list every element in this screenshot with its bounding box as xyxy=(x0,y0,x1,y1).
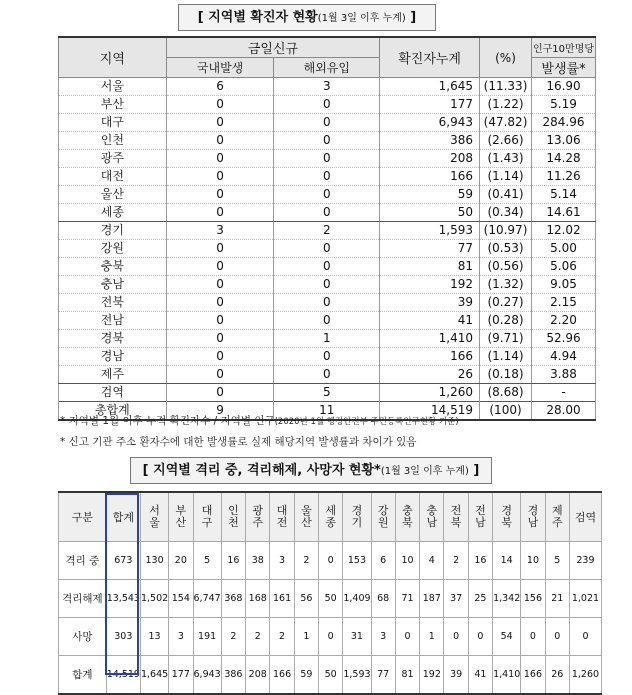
cumulative-cell: 81 xyxy=(380,258,480,276)
region-value-cell: 6,943 xyxy=(193,656,221,695)
region-cell: 충남 xyxy=(59,276,167,294)
header-quarantine: 검역 xyxy=(569,492,601,542)
region-value-cell: 166 xyxy=(270,656,294,695)
region-value-cell: 0 xyxy=(319,542,343,580)
cumulative-cell: 6,943 xyxy=(380,114,480,132)
region-value-cell: 386 xyxy=(221,656,245,695)
cumulative-cell: 1,645 xyxy=(380,78,480,96)
table1-title-main: [ 지역별 확진자 현황 xyxy=(197,10,318,25)
overseas-cell: 11 xyxy=(274,402,380,421)
header-cumulative: 확진자누계 xyxy=(380,37,480,78)
table-row xyxy=(59,204,596,222)
header-region xyxy=(521,492,545,542)
cumulative-cell: 1,260 xyxy=(380,384,480,402)
region-cell: 검역 xyxy=(59,384,167,402)
region-value-cell: 10 xyxy=(395,542,419,580)
total-cell: 303 xyxy=(106,618,140,656)
row-label: 격리해제 xyxy=(59,580,107,618)
region-value-cell: 3 xyxy=(270,542,294,580)
region-value-cell: 56 xyxy=(294,580,318,618)
table2-title-sub: (1월 3일 이후 누계) xyxy=(380,466,469,477)
domestic-cell: 0 xyxy=(166,114,274,132)
region-name: 대전 xyxy=(276,504,288,529)
cumulative-cell: 177 xyxy=(380,96,480,114)
region-value-cell: 208 xyxy=(246,656,270,695)
percent-cell: (11.33) xyxy=(480,78,532,96)
domestic-cell: 0 xyxy=(166,330,274,348)
table-row xyxy=(59,312,596,330)
region-value-cell: 2 xyxy=(444,542,468,580)
rate-cell: 13.06 xyxy=(532,132,596,150)
region-cell: 부산 xyxy=(59,96,167,114)
region-value-cell: 0 xyxy=(319,618,343,656)
domestic-cell: 0 xyxy=(166,186,274,204)
overseas-cell: 0 xyxy=(274,114,380,132)
header-region xyxy=(420,492,444,542)
overseas-cell: 0 xyxy=(274,276,380,294)
region-value-cell: 0 xyxy=(395,618,419,656)
region-value-cell: 1,645 xyxy=(140,656,168,695)
region-cell: 인천 xyxy=(59,132,167,150)
rate-cell: 28.00 xyxy=(532,402,596,421)
region-value-cell: 16 xyxy=(468,542,492,580)
overseas-cell: 0 xyxy=(274,150,380,168)
region-value-cell: 2 xyxy=(221,618,245,656)
region-value-cell: 368 xyxy=(221,580,245,618)
header-region xyxy=(270,492,294,542)
total-cell: 673 xyxy=(106,542,140,580)
table-row xyxy=(59,240,596,258)
region-cell: 울산 xyxy=(59,186,167,204)
region-cell: 세종 xyxy=(59,204,167,222)
rate-cell: 2.15 xyxy=(532,294,596,312)
region-cell: 총합계 xyxy=(59,402,167,421)
domestic-cell: 0 xyxy=(166,168,274,186)
region-value-cell: 50 xyxy=(319,580,343,618)
domestic-cell: 0 xyxy=(166,366,274,384)
region-value-cell: 37 xyxy=(444,580,468,618)
region-value-cell: 68 xyxy=(371,580,395,618)
header-region xyxy=(444,492,468,542)
table-row xyxy=(59,384,596,402)
cumulative-cell: 166 xyxy=(380,348,480,366)
header-domestic: 국내발생 xyxy=(166,58,274,78)
row-label: 사망 xyxy=(59,618,107,656)
header-region xyxy=(140,492,168,542)
overseas-cell: 1 xyxy=(274,330,380,348)
isolation-status-table xyxy=(58,491,602,695)
confirmed-cases-table xyxy=(58,36,596,421)
domestic-cell: 0 xyxy=(166,240,274,258)
header-region xyxy=(371,492,395,542)
cumulative-cell: 208 xyxy=(380,150,480,168)
total-cell: 13,543 xyxy=(106,580,140,618)
region-value-cell: 2 xyxy=(270,618,294,656)
rate-cell: 5.19 xyxy=(532,96,596,114)
table-row xyxy=(59,366,596,384)
overseas-cell: 3 xyxy=(274,78,380,96)
table-row xyxy=(59,186,596,204)
cumulative-cell: 1,593 xyxy=(380,222,480,240)
domestic-cell: 0 xyxy=(166,384,274,402)
region-name: 대구 xyxy=(201,504,213,529)
table-row xyxy=(59,330,596,348)
rate-cell: 12.02 xyxy=(532,222,596,240)
percent-cell: (1.32) xyxy=(480,276,532,294)
footnote-report-basis: * 신고 기관 주소 환자수에 대한 발생률로 실제 해당지역 발생률과 차이가 있음 xyxy=(60,436,417,448)
region-cell: 경북 xyxy=(59,330,167,348)
region-name: 전남 xyxy=(475,504,486,529)
region-value-cell: 0 xyxy=(444,618,468,656)
overseas-cell: 5 xyxy=(274,384,380,402)
header-region xyxy=(545,492,569,542)
region-name: 인천 xyxy=(228,504,239,529)
cumulative-cell: 39 xyxy=(380,294,480,312)
region-value-cell: 50 xyxy=(319,656,343,695)
domestic-cell: 6 xyxy=(166,78,274,96)
header-region: 지역 xyxy=(59,37,167,78)
region-value-cell: 0 xyxy=(545,618,569,656)
cumulative-cell: 166 xyxy=(380,168,480,186)
footnote-population-source: (2020년 1월 행정안전부 주민등록인구현황 기준) xyxy=(274,417,459,427)
table-row xyxy=(59,348,596,366)
cumulative-cell: 192 xyxy=(380,276,480,294)
rate-cell: 4.94 xyxy=(532,348,596,366)
table-row xyxy=(59,276,596,294)
region-value-cell: 2 xyxy=(246,618,270,656)
region-value-cell: 1,342 xyxy=(493,580,521,618)
footnote-population-main: * 지역별 1월 이후 누적 확진자수 / 지역별 인구 xyxy=(60,415,275,427)
percent-cell: (0.53) xyxy=(480,240,532,258)
quarantine-cell: 0 xyxy=(569,618,601,656)
cumulative-cell: 14,519 xyxy=(380,402,480,421)
header-overseas: 해외유입 xyxy=(274,58,380,78)
region-value-cell: 5 xyxy=(545,542,569,580)
domestic-cell: 0 xyxy=(166,258,274,276)
region-value-cell: 20 xyxy=(169,542,193,580)
percent-cell: (9.71) xyxy=(480,330,532,348)
percent-cell: (1.43) xyxy=(480,150,532,168)
header-new-today: 금일신규 xyxy=(166,37,379,58)
domestic-cell: 0 xyxy=(166,150,274,168)
region-name: 경북 xyxy=(501,504,512,529)
domestic-cell: 0 xyxy=(166,96,274,114)
region-name: 울산 xyxy=(301,504,312,529)
overseas-cell: 2 xyxy=(274,222,380,240)
region-value-cell: 54 xyxy=(493,618,521,656)
cumulative-cell: 50 xyxy=(380,204,480,222)
header-region xyxy=(193,492,221,542)
overseas-cell: 0 xyxy=(274,168,380,186)
percent-cell: (10.97) xyxy=(480,222,532,240)
rate-cell: 14.61 xyxy=(532,204,596,222)
header-region xyxy=(319,492,343,542)
rate-cell: - xyxy=(532,384,596,402)
percent-cell: (0.18) xyxy=(480,366,532,384)
region-value-cell: 130 xyxy=(140,542,168,580)
region-cell: 경남 xyxy=(59,348,167,366)
header-rate-line2: 발생률* xyxy=(532,58,596,78)
table-row xyxy=(59,150,596,168)
region-value-cell: 154 xyxy=(169,580,193,618)
header-region xyxy=(169,492,193,542)
region-value-cell: 0 xyxy=(521,618,545,656)
table-row xyxy=(59,618,602,656)
cumulative-cell: 26 xyxy=(380,366,480,384)
region-name: 경남 xyxy=(527,504,539,529)
table-row xyxy=(59,222,596,240)
overseas-cell: 0 xyxy=(274,294,380,312)
region-cell: 제주 xyxy=(59,366,167,384)
table2-title-main: [ 지역별 격리 중, 격리해제, 사망자 현황* xyxy=(142,463,381,478)
percent-cell: (1.22) xyxy=(480,96,532,114)
header-region xyxy=(493,492,521,542)
region-value-cell: 31 xyxy=(343,618,371,656)
region-cell: 경기 xyxy=(59,222,167,240)
domestic-cell: 0 xyxy=(166,132,274,150)
region-value-cell: 71 xyxy=(395,580,419,618)
region-value-cell: 161 xyxy=(270,580,294,618)
overseas-cell: 0 xyxy=(274,366,380,384)
overseas-cell: 0 xyxy=(274,204,380,222)
region-name: 제주 xyxy=(551,504,563,529)
cumulative-cell: 77 xyxy=(380,240,480,258)
table-row xyxy=(59,132,596,150)
rate-cell: 5.14 xyxy=(532,186,596,204)
rate-cell: 5.06 xyxy=(532,258,596,276)
region-name: 서울 xyxy=(149,504,160,529)
percent-cell: (2.66) xyxy=(480,132,532,150)
overseas-cell: 0 xyxy=(274,186,380,204)
region-value-cell: 1,409 xyxy=(343,580,371,618)
header-category: 구분 xyxy=(59,492,107,542)
region-value-cell: 168 xyxy=(246,580,270,618)
rate-cell: 3.88 xyxy=(532,366,596,384)
region-value-cell: 156 xyxy=(521,580,545,618)
header-region xyxy=(246,492,270,542)
region-value-cell: 1,410 xyxy=(493,656,521,695)
overseas-cell: 0 xyxy=(274,240,380,258)
rate-cell: 14.28 xyxy=(532,150,596,168)
region-value-cell: 0 xyxy=(468,618,492,656)
rate-cell: 52.96 xyxy=(532,330,596,348)
region-cell: 서울 xyxy=(59,78,167,96)
region-value-cell: 3 xyxy=(169,618,193,656)
region-value-cell: 13 xyxy=(140,618,168,656)
row-label: 격리 중 xyxy=(59,542,107,580)
header-region xyxy=(395,492,419,542)
region-cell: 전남 xyxy=(59,312,167,330)
region-value-cell: 5 xyxy=(193,542,221,580)
region-name: 강원 xyxy=(377,504,389,529)
region-cell: 충북 xyxy=(59,258,167,276)
region-name: 충북 xyxy=(402,504,413,529)
overseas-cell: 0 xyxy=(274,312,380,330)
region-cell: 강원 xyxy=(59,240,167,258)
total-cell: 14,519 xyxy=(106,656,140,695)
region-name: 세종 xyxy=(325,504,336,529)
region-cell: 광주 xyxy=(59,150,167,168)
region-value-cell: 153 xyxy=(343,542,371,580)
region-value-cell: 187 xyxy=(420,580,444,618)
region-name: 충남 xyxy=(426,504,438,529)
percent-cell: (0.27) xyxy=(480,294,532,312)
region-value-cell: 1,593 xyxy=(343,656,371,695)
quarantine-cell: 1,260 xyxy=(569,656,601,695)
region-name: 경기 xyxy=(351,504,363,529)
domestic-cell: 0 xyxy=(166,276,274,294)
region-value-cell: 3 xyxy=(371,618,395,656)
region-value-cell: 166 xyxy=(521,656,545,695)
table-row xyxy=(59,656,602,695)
overseas-cell: 0 xyxy=(274,348,380,366)
percent-cell: (0.34) xyxy=(480,204,532,222)
region-value-cell: 1,502 xyxy=(140,580,168,618)
table-row xyxy=(59,78,596,96)
region-value-cell: 1 xyxy=(294,618,318,656)
table2-title-end: ] xyxy=(468,463,480,478)
percent-cell: (100) xyxy=(480,402,532,421)
row-label: 합계 xyxy=(59,656,107,695)
domestic-cell: 0 xyxy=(166,348,274,366)
table1-title xyxy=(178,4,436,31)
rate-cell: 11.26 xyxy=(532,168,596,186)
table-row xyxy=(59,114,596,132)
cumulative-cell: 41 xyxy=(380,312,480,330)
footnote-population xyxy=(60,413,459,428)
domestic-cell: 0 xyxy=(166,312,274,330)
region-value-cell: 1 xyxy=(420,618,444,656)
region-value-cell: 6,747 xyxy=(193,580,221,618)
percent-cell: (8.68) xyxy=(480,384,532,402)
rate-cell: 5.00 xyxy=(532,240,596,258)
rate-cell: 2.20 xyxy=(532,312,596,330)
header-total: 합계 xyxy=(106,492,140,542)
table-row xyxy=(59,542,602,580)
region-value-cell: 2 xyxy=(294,542,318,580)
cumulative-cell: 1,410 xyxy=(380,330,480,348)
region-value-cell: 41 xyxy=(468,656,492,695)
header-region xyxy=(294,492,318,542)
rate-cell: 9.05 xyxy=(532,276,596,294)
region-value-cell: 25 xyxy=(468,580,492,618)
header-rate-line1: 인구10만명당 xyxy=(532,37,596,58)
rate-cell: 16.90 xyxy=(532,78,596,96)
region-name: 전북 xyxy=(450,504,462,529)
percent-cell: (0.28) xyxy=(480,312,532,330)
region-value-cell: 4 xyxy=(420,542,444,580)
quarantine-cell: 1,021 xyxy=(569,580,601,618)
domestic-cell: 3 xyxy=(166,222,274,240)
domestic-cell: 0 xyxy=(166,294,274,312)
overseas-cell: 0 xyxy=(274,96,380,114)
region-value-cell: 192 xyxy=(420,656,444,695)
region-value-cell: 10 xyxy=(521,542,545,580)
table-row xyxy=(59,168,596,186)
overseas-cell: 0 xyxy=(274,258,380,276)
region-name: 부산 xyxy=(175,504,187,529)
quarantine-cell: 239 xyxy=(569,542,601,580)
region-value-cell: 26 xyxy=(545,656,569,695)
region-cell: 전북 xyxy=(59,294,167,312)
table2-title xyxy=(130,457,492,484)
region-value-cell: 39 xyxy=(444,656,468,695)
percent-cell: (0.56) xyxy=(480,258,532,276)
percent-cell: (47.82) xyxy=(480,114,532,132)
table1-title-sub: (1월 3일 이후 누계) xyxy=(317,13,406,24)
region-name: 광주 xyxy=(252,504,264,529)
region-value-cell: 77 xyxy=(371,656,395,695)
region-cell: 대구 xyxy=(59,114,167,132)
region-value-cell: 21 xyxy=(545,580,569,618)
region-value-cell: 6 xyxy=(371,542,395,580)
percent-cell: (1.14) xyxy=(480,168,532,186)
region-value-cell: 191 xyxy=(193,618,221,656)
region-value-cell: 38 xyxy=(246,542,270,580)
percent-cell: (0.41) xyxy=(480,186,532,204)
table-row xyxy=(59,580,602,618)
table-row xyxy=(59,294,596,312)
header-region xyxy=(468,492,492,542)
cumulative-cell: 386 xyxy=(380,132,480,150)
region-value-cell: 16 xyxy=(221,542,245,580)
rate-cell: 284.96 xyxy=(532,114,596,132)
header-region xyxy=(343,492,371,542)
table-row xyxy=(59,96,596,114)
header-region xyxy=(221,492,245,542)
table1-body xyxy=(59,78,596,421)
region-cell: 대전 xyxy=(59,168,167,186)
region-value-cell: 59 xyxy=(294,656,318,695)
cumulative-cell: 59 xyxy=(380,186,480,204)
region-value-cell: 81 xyxy=(395,656,419,695)
overseas-cell: 0 xyxy=(274,132,380,150)
domestic-cell: 9 xyxy=(166,402,274,421)
region-value-cell: 177 xyxy=(169,656,193,695)
domestic-cell: 0 xyxy=(166,204,274,222)
header-percent: (%) xyxy=(480,37,532,78)
table-row xyxy=(59,258,596,276)
percent-cell: (1.14) xyxy=(480,348,532,366)
table1-title-end: ] xyxy=(405,10,417,25)
region-value-cell: 14 xyxy=(493,542,521,580)
